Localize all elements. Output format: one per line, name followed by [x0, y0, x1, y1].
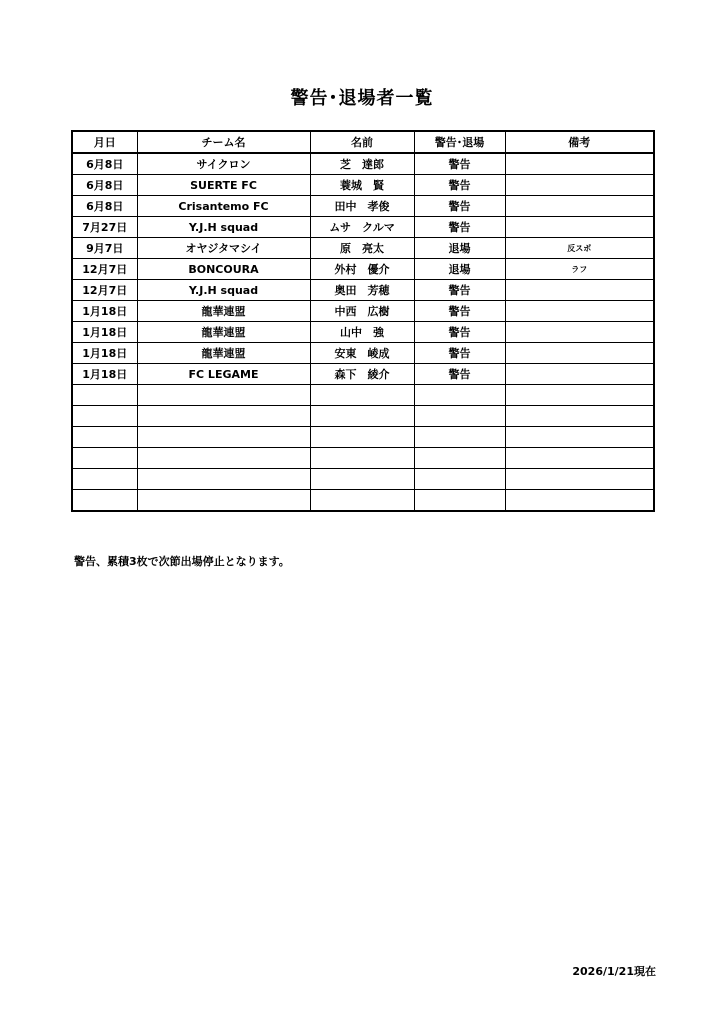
- cell-team: [137, 385, 310, 406]
- table-row: [72, 153, 654, 175]
- cell-type: [414, 448, 505, 469]
- cell-name: [310, 490, 414, 512]
- cell-date: 6月8日: [72, 196, 137, 217]
- cell-name: [310, 448, 414, 469]
- cell-note: ラフ: [505, 259, 654, 280]
- column-header-date: 月日: [72, 131, 137, 153]
- cell-note: [505, 217, 654, 238]
- column-header-name: 名前: [310, 131, 414, 153]
- cell-note: [505, 343, 654, 364]
- cell-team: 龍華連盟: [137, 322, 310, 343]
- page-title: 警告･退場者一覧: [290, 88, 434, 109]
- cell-type: 退場: [414, 238, 505, 259]
- cell-note: [505, 469, 654, 490]
- cell-name: 中西 広樹: [310, 301, 414, 322]
- cell-type: 警告: [414, 364, 505, 385]
- cell-date: [72, 490, 137, 512]
- cell-name: [310, 406, 414, 427]
- table-row: [72, 322, 654, 343]
- cell-team: 龍華連盟: [137, 301, 310, 322]
- cell-name: [310, 385, 414, 406]
- cell-note: [505, 364, 654, 385]
- cell-note: 反スポ: [505, 238, 654, 259]
- cell-type: 警告: [414, 301, 505, 322]
- cell-date: [72, 427, 137, 448]
- cell-name: 田中 孝俊: [310, 196, 414, 217]
- cell-team: [137, 448, 310, 469]
- cell-name: 蓑城 賢: [310, 175, 414, 196]
- cell-type: [414, 469, 505, 490]
- cell-date: 1月18日: [72, 301, 137, 322]
- cell-type: 警告: [414, 343, 505, 364]
- cell-date: [72, 469, 137, 490]
- cell-team: サイクロン: [137, 153, 310, 175]
- as-of-date: 2026/1/21現在: [572, 965, 656, 978]
- column-header-note: 備考: [505, 131, 654, 153]
- cell-type: 警告: [414, 217, 505, 238]
- cell-note: [505, 153, 654, 175]
- cell-note: [505, 427, 654, 448]
- table-row: [72, 217, 654, 238]
- cell-name: 森下 綾介: [310, 364, 414, 385]
- table-row: [72, 385, 654, 406]
- cautions-dismissals-table: [71, 130, 655, 512]
- cell-type: 警告: [414, 196, 505, 217]
- cell-name: 奥田 芳穂: [310, 280, 414, 301]
- cell-team: FC LEGAME: [137, 364, 310, 385]
- cell-name: 山中 強: [310, 322, 414, 343]
- cell-type: [414, 385, 505, 406]
- cell-team: [137, 406, 310, 427]
- cell-date: [72, 406, 137, 427]
- table-row: [72, 175, 654, 196]
- table-row: [72, 427, 654, 448]
- cell-note: [505, 406, 654, 427]
- cell-team: Y.J.H squad: [137, 280, 310, 301]
- cell-note: [505, 196, 654, 217]
- cell-note: [505, 448, 654, 469]
- table-row: [72, 280, 654, 301]
- cell-type: [414, 406, 505, 427]
- cell-date: 6月8日: [72, 175, 137, 196]
- table-row: [72, 364, 654, 385]
- cell-type: 退場: [414, 259, 505, 280]
- cell-type: 警告: [414, 280, 505, 301]
- table-row: [72, 406, 654, 427]
- table-row: [72, 448, 654, 469]
- cell-note: [505, 322, 654, 343]
- cell-date: 7月27日: [72, 217, 137, 238]
- cell-team: Y.J.H squad: [137, 217, 310, 238]
- cell-name: [310, 469, 414, 490]
- table-row: [72, 343, 654, 364]
- cell-date: 12月7日: [72, 280, 137, 301]
- cell-type: 警告: [414, 153, 505, 175]
- cell-name: 芝 達郎: [310, 153, 414, 175]
- column-header-type: 警告･退場: [414, 131, 505, 153]
- cell-date: 1月18日: [72, 364, 137, 385]
- cell-note: [505, 301, 654, 322]
- cell-team: [137, 490, 310, 512]
- column-header-team: チーム名: [137, 131, 310, 153]
- cell-team: Crisantemo FC: [137, 196, 310, 217]
- table-row: [72, 469, 654, 490]
- cell-type: 警告: [414, 322, 505, 343]
- cell-team: 龍華連盟: [137, 343, 310, 364]
- footnote: 警告、累積3枚で次節出場停止となります。: [74, 555, 290, 568]
- table-row: [72, 259, 654, 280]
- cell-name: ムサ クルマ: [310, 217, 414, 238]
- cell-date: [72, 385, 137, 406]
- cell-date: 12月7日: [72, 259, 137, 280]
- cell-note: [505, 385, 654, 406]
- cell-note: [505, 490, 654, 512]
- cell-note: [505, 175, 654, 196]
- cell-type: [414, 427, 505, 448]
- cell-note: [505, 280, 654, 301]
- table-row: [72, 301, 654, 322]
- table-body: [72, 153, 654, 511]
- cell-date: 6月8日: [72, 153, 137, 175]
- cell-name: 安東 崚成: [310, 343, 414, 364]
- table-header-row: [72, 131, 654, 153]
- cell-type: [414, 490, 505, 512]
- table-row: [72, 490, 654, 512]
- cell-name: 原 亮太: [310, 238, 414, 259]
- cell-date: 1月18日: [72, 343, 137, 364]
- cell-type: 警告: [414, 175, 505, 196]
- cell-team: オヤジタマシイ: [137, 238, 310, 259]
- cell-team: BONCOURA: [137, 259, 310, 280]
- cell-name: [310, 427, 414, 448]
- table-row: [72, 196, 654, 217]
- table-row: [72, 238, 654, 259]
- cell-date: [72, 448, 137, 469]
- cell-team: [137, 469, 310, 490]
- cell-name: 外村 優介: [310, 259, 414, 280]
- cell-team: [137, 427, 310, 448]
- cell-date: 1月18日: [72, 322, 137, 343]
- cell-date: 9月7日: [72, 238, 137, 259]
- cell-team: SUERTE FC: [137, 175, 310, 196]
